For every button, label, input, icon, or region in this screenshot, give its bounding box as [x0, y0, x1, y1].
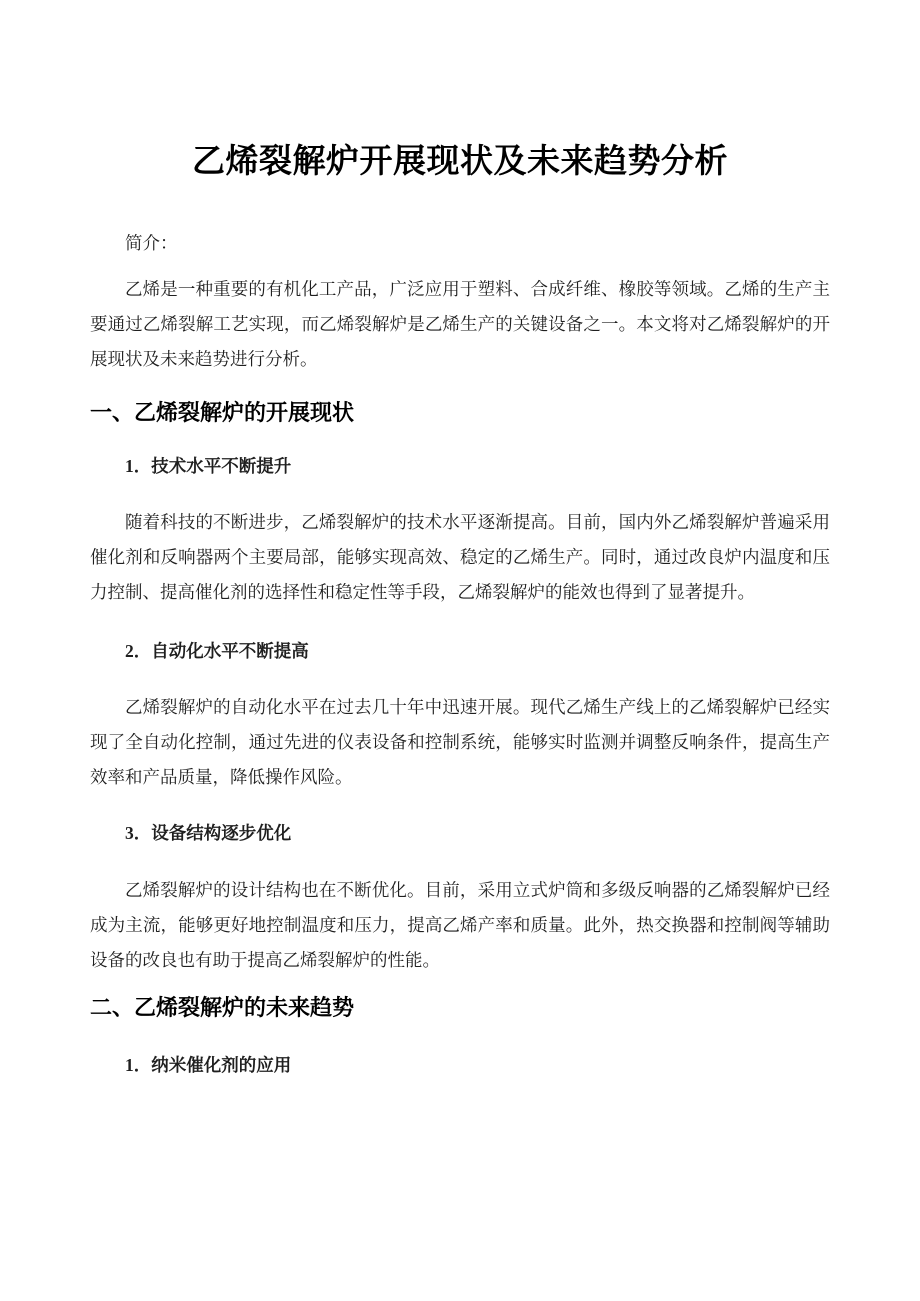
section-1-item-2-subheading: 2．自动化水平不断提高	[125, 641, 309, 661]
section-1-item-3-paragraph: 乙烯裂解炉的设计结构也在不断优化。目前，采用立式炉筒和多级反响器的乙烯裂解炉已经成为主流，能够更好地控制温度和压力，提高乙烯产率和质量。此外，热交换器和控制阀等辅助设备的改良也有助于提高乙烯裂解炉的性能。	[90, 880, 830, 970]
section-1-heading: 一、乙烯裂解炉的开展现状	[90, 400, 355, 425]
document-title: 乙烯裂解炉开展现状及未来趋势分析	[192, 142, 728, 179]
section-1-item-1-paragraph: 随着科技的不断进步，乙烯裂解炉的技术水平逐渐提高。目前，国内外乙烯裂解炉普遍采用催化剂和反响器两个主要局部，能够实现高效、稳定的乙烯生产。同时，通过改良炉内温度和压力控制、提高催化剂的选择性和稳定性等手段，乙烯裂解炉的能效也得到了显著提升。	[90, 512, 830, 602]
section-1-item-1-subheading: 1．技术水平不断提升	[125, 456, 292, 476]
intro-paragraph: 乙烯是一种重要的有机化工产品，广泛应用于塑料、合成纤维、橡胶等领域。乙烯的生产主要通过乙烯裂解工艺实现，而乙烯裂解炉是乙烯生产的关键设备之一。本文将对乙烯裂解炉的开展现状及未来趋势进行分析。	[90, 279, 830, 369]
section-2-heading: 二、乙烯裂解炉的未来趋势	[90, 995, 355, 1020]
section-1-item-3-subheading: 3．设备结构逐步优化	[125, 823, 292, 843]
section-2-item-1-subheading: 1．纳米催化剂的应用	[125, 1055, 292, 1075]
section-1-item-2-paragraph: 乙烯裂解炉的自动化水平在过去几十年中迅速开展。现代乙烯生产线上的乙烯裂解炉已经实现了全自动化控制，通过先进的仪表设备和控制系统，能够实时监测并调整反响条件，提高生产效率和产品质量，降低操作风险。	[90, 697, 830, 787]
intro-label: 简介：	[125, 233, 178, 253]
